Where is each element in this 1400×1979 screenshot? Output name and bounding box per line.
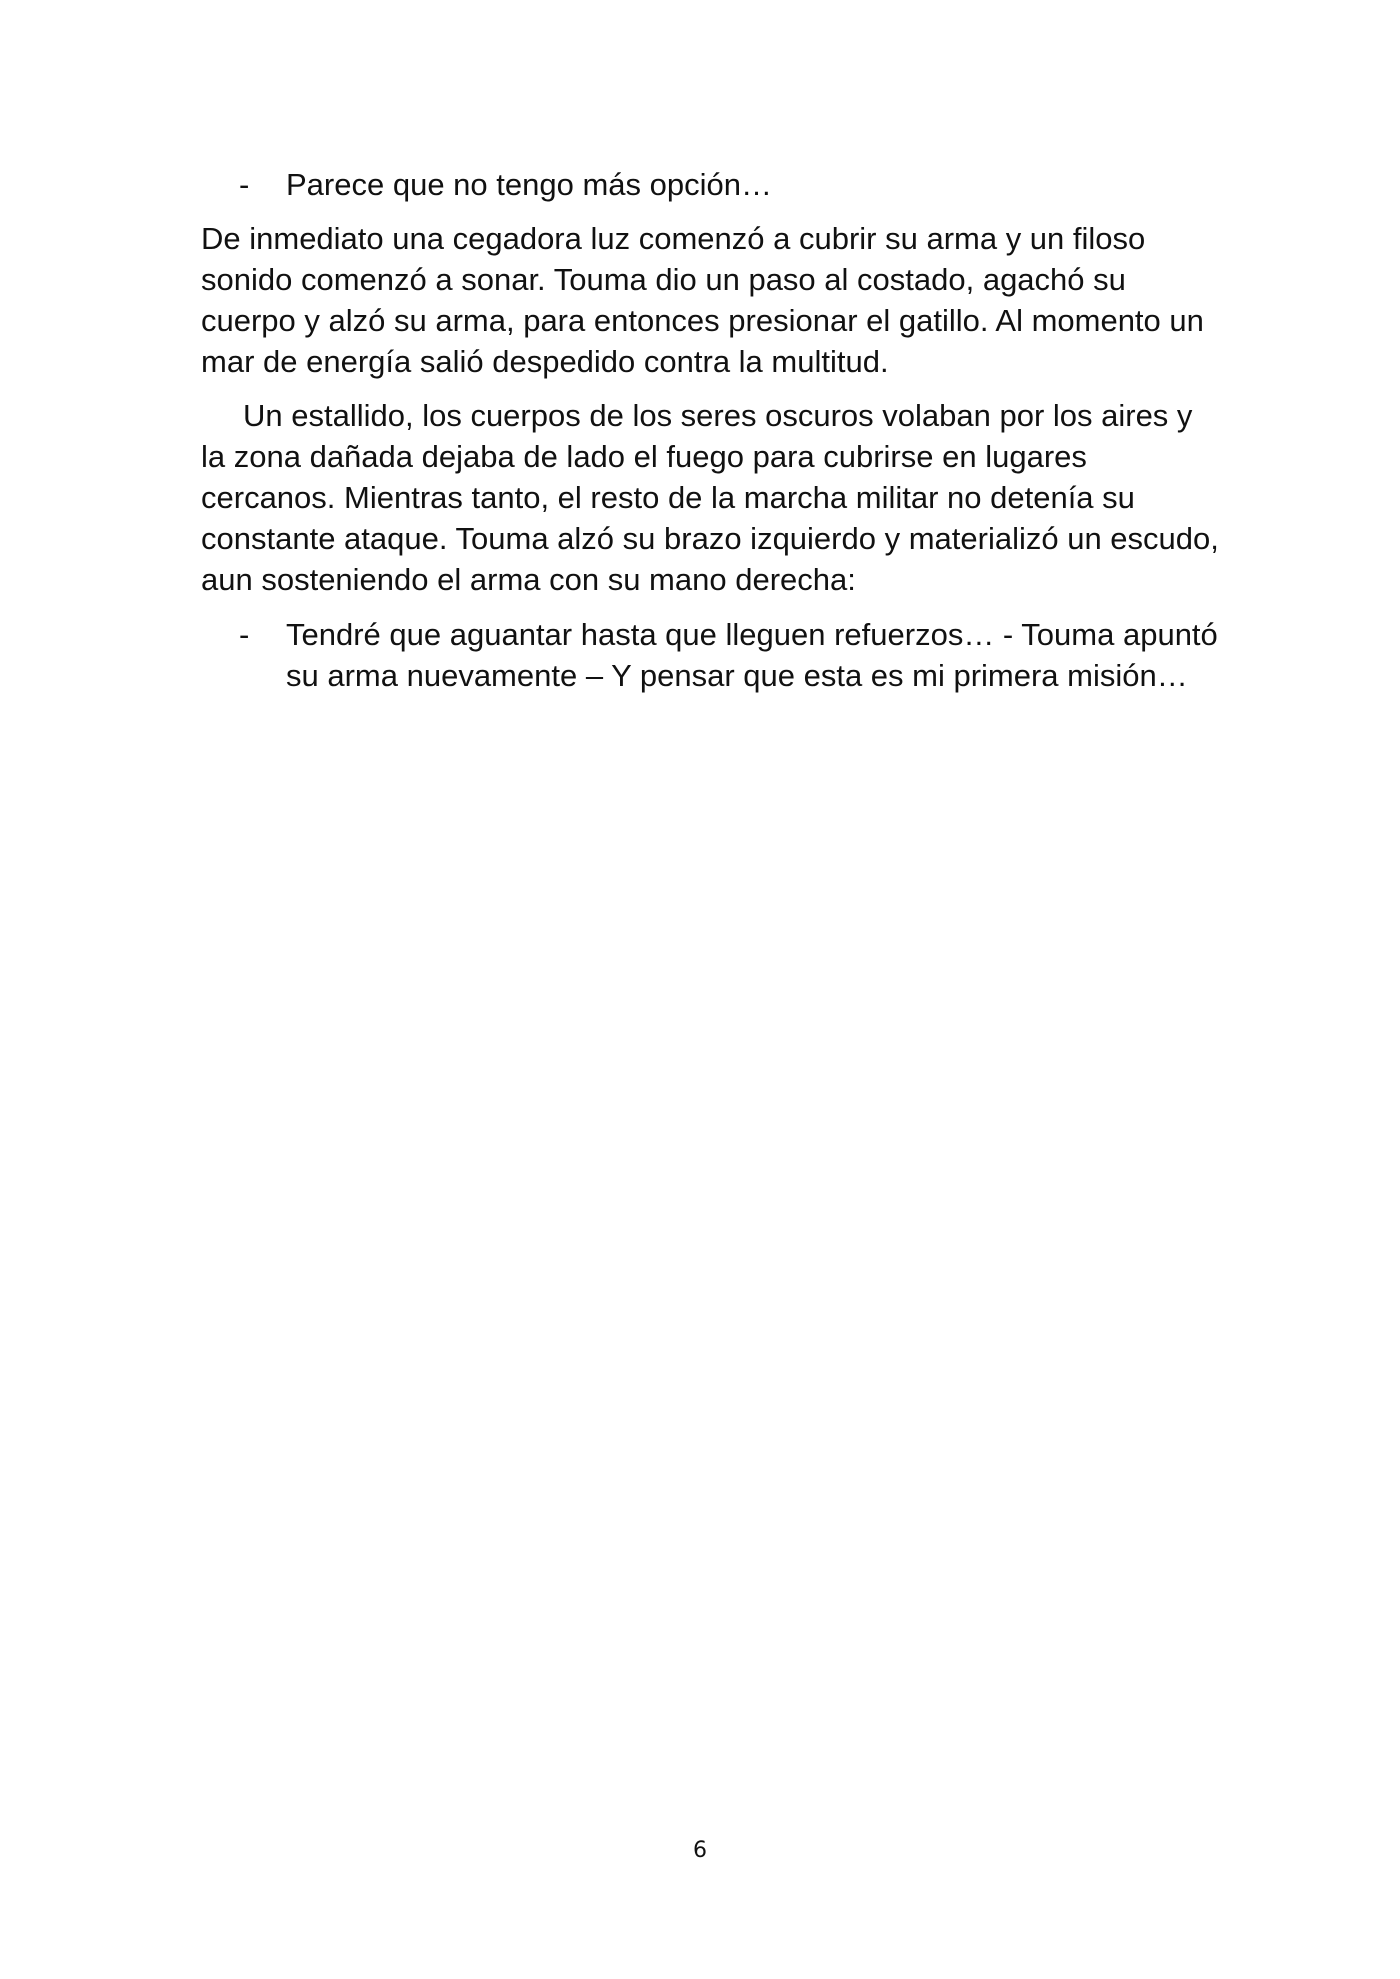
dialogue-line-2 — [239, 614, 1221, 696]
paragraph-2: Un estallido, los cuerpos de los seres oscuros volaban por los aires y la zona dañada dejaba de lado el fuego para cubrirse en lugares cercanos. Mientras tanto, el resto de la marcha militar no detenía su constante ataque. Touma alzó su brazo izquierdo y materializó un escudo, aun sosteniendo el arma con su mano derecha: — [201, 398, 1219, 597]
dialogue-dash: - — [239, 167, 250, 202]
dialogue-text: Parece que no tengo más opción… — [286, 167, 772, 202]
paragraph-1: De inmediato una cegadora luz comenzó a cubrir su arma y un filoso sonido comenzó a sonar. Touma dio un paso al costado, agachó su cuerpo y alzó su arma, para entonces presionar el gatillo. Al momento un mar de energía salió despedido contra la multitud. — [201, 221, 1204, 379]
dialogue-line-1 — [239, 164, 1221, 205]
page-content — [201, 164, 1221, 696]
dialogue-dash: - — [239, 617, 250, 652]
page-number: 6 — [693, 1838, 707, 1863]
dialogue-text: Tendré que aguantar hasta que lleguen refuerzos… - Touma apuntó su arma nuevamente – Y pensar que esta es mi primera misión… — [286, 617, 1218, 693]
